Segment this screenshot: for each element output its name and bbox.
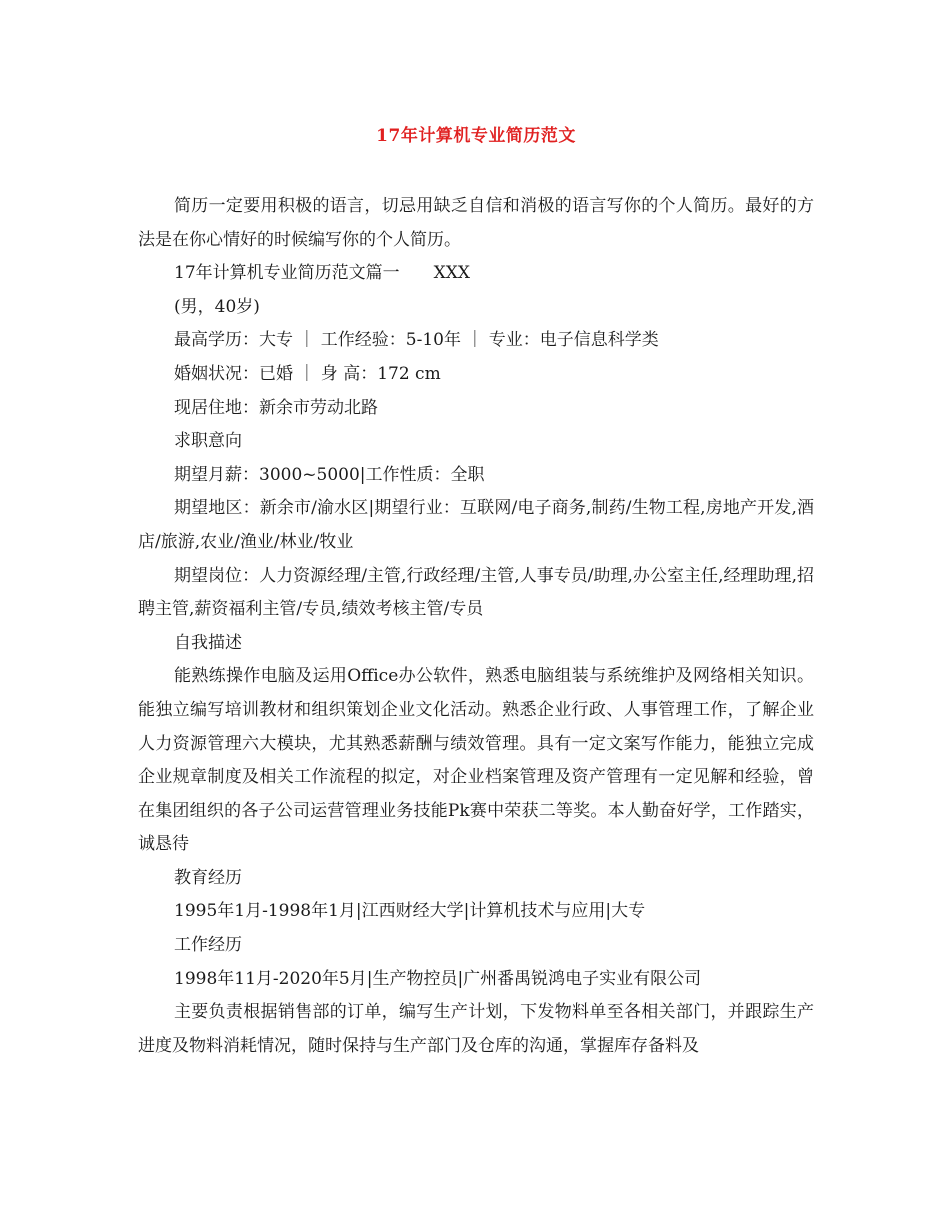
document-body — [138, 190, 814, 1063]
expected-region-industry: 期望地区：新余市/渝水区|期望行业：互联网/电子商务,制药/生物工程,房地产开发,酒店/旅游,农业/渔业/林业/牧业 — [138, 498, 814, 552]
gender-age: (男，40岁) — [174, 296, 260, 317]
education-experience-major: 最高学历：大专 ｜ 工作经验：5-10年 ｜ 专业：电子信息科学类 — [174, 330, 659, 351]
expected-positions: 期望岗位：人力资源经理/主管,行政经理/主管,人事专员/助理,办公室主任,经理助理,招聘主管,薪资福利主管/专员,绩效考核主管/专员 — [138, 565, 814, 620]
self-description-paragraph: 能熟练操作电脑及运用Office办公软件，熟悉电脑组装与系统维护及网络相关知识。能独立编写培训教材和组织策划企业文化活动。熟悉企业行政、人事管理工作，了解企业人力资源管理六大模块，尤其熟悉薪酬与绩效管理。具有一定文案写作能力，能独立完成企业规章制度及相关工作流程的拟定，对企业档案管理及资产管理有一定见解和经验，曾在集团组织的各子公司运营管理业务技能Pk赛中荣获二等奖。本人勤奋好学，工作踏实，诚恳待 — [138, 666, 814, 855]
work-description: 主要负责根据销售部的订单，编写生产计划，下发物料单至各相关部门，并跟踪生产进度及物料消耗情况，随时保持与生产部门及仓库的沟通，掌握库存备料及 — [138, 1002, 814, 1056]
expected-salary: 期望月薪：3000~5000|工作性质：全职 — [174, 464, 485, 485]
education-entry: 1995年1月-1998年1月|江西财经大学|计算机技术与应用|大专 — [174, 901, 646, 922]
section-job-intention: 求职意向 — [174, 431, 242, 452]
resume-heading: 17年计算机专业简历范文篇一 XXX — [174, 263, 470, 284]
intro-paragraph: 简历一定要用积极的语言，切忌用缺乏自信和消极的语言写你的个人简历。最好的方法是在你心情好的时候编写你的个人简历。 — [138, 196, 814, 250]
section-education: 教育经历 — [174, 867, 242, 888]
section-self-description: 自我描述 — [174, 632, 242, 653]
work-entry: 1998年11月-2020年5月|生产物控员|广州番禺锐鸿电子实业有限公司 — [174, 968, 702, 989]
residence: 现居住地：新余市劳动北路 — [174, 397, 378, 418]
section-work-experience: 工作经历 — [174, 935, 242, 956]
document-title: 17年计算机专业简历范文 — [376, 126, 576, 146]
marital-height: 婚姻状况：已婚 ｜ 身 高：172 cm — [174, 363, 441, 384]
